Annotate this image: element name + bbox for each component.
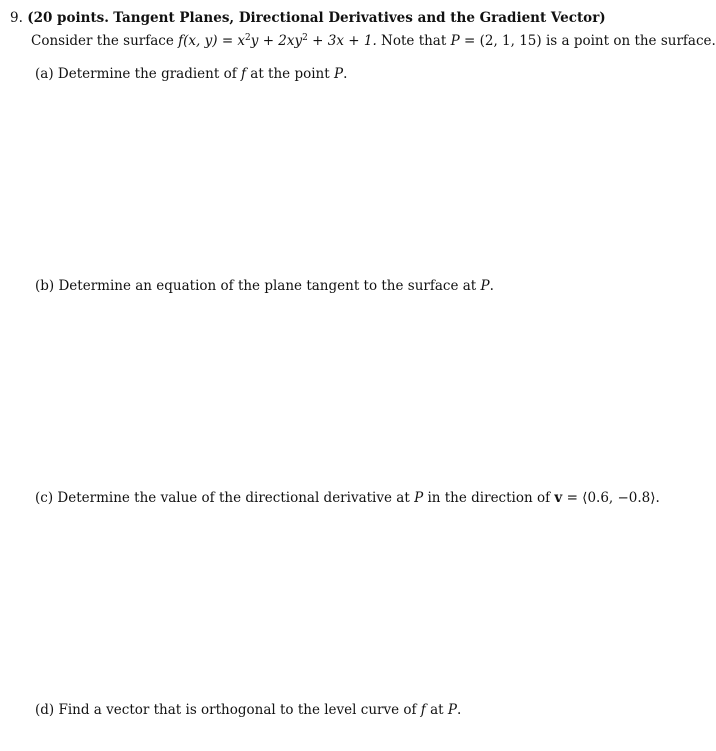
part-d-label: (d) (35, 702, 55, 718)
rhs-part-2: y + 2xy (250, 33, 303, 49)
part-a-text2: at the point (250, 66, 330, 82)
rhs-part-1: x (237, 33, 246, 49)
rhs-exp-2: 2 (302, 33, 308, 43)
part-c-text2: in the direction of (427, 490, 551, 506)
part-d-text2: at (430, 702, 444, 718)
rhs-exp-1: 2 (245, 33, 251, 43)
part-c-equals: = (566, 490, 578, 506)
question-number: 9. (10, 10, 23, 26)
part-a (35, 65, 347, 83)
question-points: (20 points. (27, 10, 109, 26)
point-value: (2, 1, 15) (479, 33, 542, 49)
intro-prefix: Consider the surface (31, 33, 174, 49)
part-d-var: f (420, 702, 426, 718)
surface-lhs: f(x, y) (178, 33, 218, 49)
part-d-end: . (456, 702, 462, 718)
part-c-text: Determine the value of the directional derivative at (57, 490, 410, 506)
part-b (35, 277, 494, 295)
point-name: P (450, 33, 460, 49)
rhs-part-3: + 3x + 1. (307, 33, 377, 49)
part-c-point: P (414, 490, 424, 506)
part-c (35, 489, 660, 507)
part-b-point: P (480, 278, 490, 294)
part-d-text: Find a vector that is orthogonal to the level curve of (58, 702, 417, 718)
part-c-label: (c) (35, 490, 54, 506)
equals-sign: = (221, 33, 234, 49)
equals-sign-2: = (463, 33, 476, 49)
part-c-end: . (655, 490, 660, 506)
part-a-var: f (241, 66, 246, 82)
question-intro (31, 32, 716, 50)
part-a-point: P (333, 66, 344, 82)
part-b-end: . (489, 278, 494, 294)
part-d-point: P (447, 702, 457, 718)
note-suffix: is a point on the surface. (545, 33, 716, 49)
question-header (10, 9, 606, 27)
part-a-end: . (343, 66, 348, 82)
part-c-vector: v (554, 490, 563, 506)
part-c-vector-value: ⟨0.6, −0.8⟩ (582, 490, 656, 506)
note-prefix: Note that (381, 33, 447, 49)
part-b-label: (b) (35, 278, 55, 294)
part-d (35, 701, 461, 719)
surface-rhs (237, 33, 376, 49)
question-title: Tangent Planes, Directional Derivatives and the Gradient Vector) (113, 10, 606, 26)
part-b-text: Determine an equation of the plane tangent to the surface at (58, 278, 477, 294)
part-a-text: Determine the gradient of (57, 66, 237, 82)
part-a-label: (a) (35, 66, 54, 82)
